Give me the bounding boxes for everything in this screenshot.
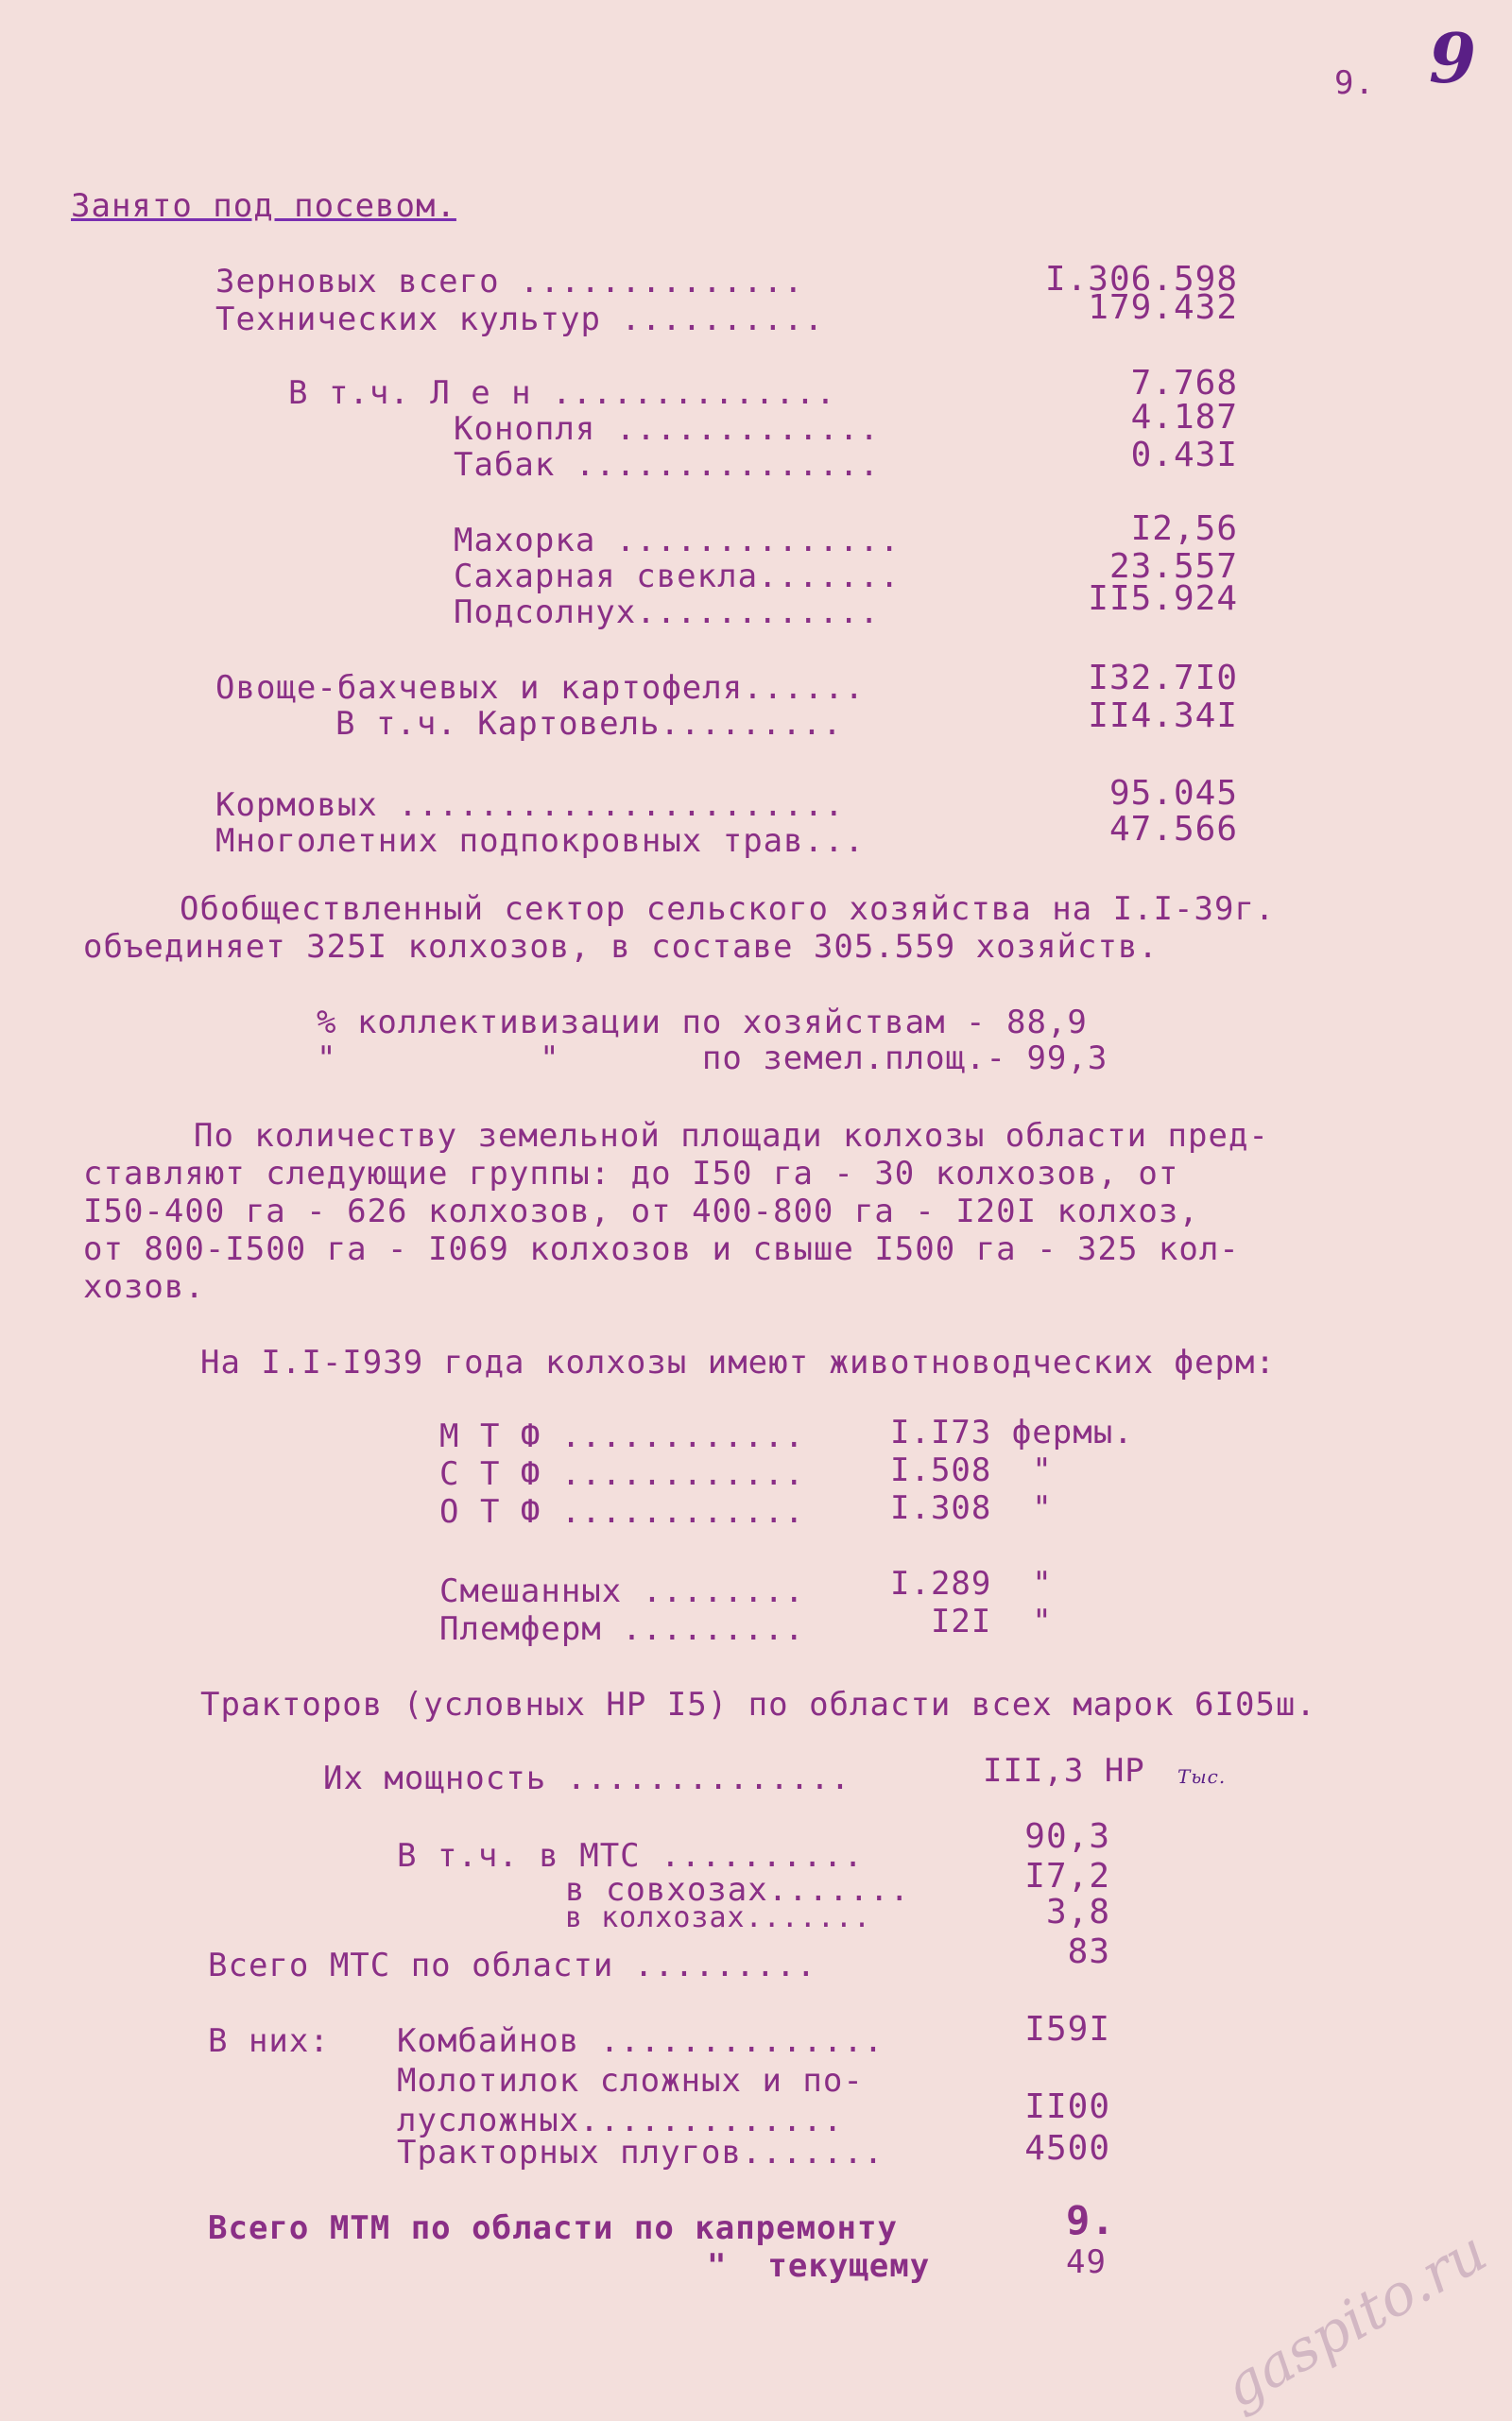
threshers-value: II00	[1024, 2087, 1110, 2126]
kolkhoz-value: 3,8	[1045, 1893, 1110, 1932]
sunflower-label: Подсолнух............	[454, 593, 880, 631]
makhorka-label: Махорка ..............	[454, 522, 901, 559]
mtm-value-2: 49	[1066, 2243, 1107, 2281]
tractors-intro: Тракторов (условных HP I5) по области всех марок 6I05ш.	[200, 1686, 1316, 1724]
grain-label: Зерновых всего ..............	[215, 263, 804, 300]
mtm-label-2: " текущему	[707, 2247, 931, 2285]
potato-label: В т.ч. Картовель.........	[335, 705, 843, 743]
groups-line-2: ставляют следующие группы: до I50 га - 30 колхозов, от	[83, 1155, 1179, 1193]
otf-label: О Т Ф ............	[439, 1493, 805, 1531]
perennial-value: 47.566	[1108, 810, 1238, 849]
handwritten-page-number: 9	[1429, 18, 1478, 98]
combines-value: I59I	[1024, 2010, 1110, 2049]
plemferm-value: I2I "	[890, 1603, 1053, 1640]
power-value: III,3 HP	[983, 1752, 1145, 1790]
perennial-label: Многолетних подпокровных трав...	[215, 822, 866, 860]
grain-value: I.306.598	[1044, 260, 1238, 299]
sector-line-1: Обобществленный сектор сельского хозяйства на I.I-39г.	[180, 890, 1276, 928]
fodder-value: 95.045	[1108, 774, 1238, 813]
tobacco-label: Табак ...............	[454, 446, 880, 484]
groups-line-3: I50-400 га - 626 колхозов, от 400-800 га - I20I колхоз,	[83, 1193, 1199, 1230]
groups-line-1: По количеству земельной площади колхозы области пред-	[194, 1117, 1269, 1155]
tech-value: 179.432	[1088, 288, 1238, 327]
hemp-label: Конопля .............	[454, 410, 880, 448]
section-title: Занято под посевом.	[71, 187, 456, 225]
groups-line-4: от 800-I500 га - I069 колхозов и свыше I500 га - 325 кол-	[83, 1230, 1240, 1268]
makhorka-value: I2,56	[1130, 509, 1238, 548]
farms-intro: На I.I-I939 года колхозы имеют животноводческих ферм:	[200, 1344, 1276, 1382]
power-label: Их мощность ..............	[323, 1760, 851, 1797]
flax-label: В т.ч. Л е н ..............	[288, 374, 836, 412]
total-mts-value: 83	[1067, 1932, 1110, 1971]
threshers-label-1: Молотилок сложных и по-	[397, 2062, 864, 2100]
sector-line-2: объединяет 325I колхозов, в составе 305.559 хозяйств.	[83, 928, 1159, 966]
stf-label: С Т Ф ............	[439, 1455, 805, 1493]
mts-value: 90,3	[1024, 1817, 1110, 1856]
mtf-label: М Т Ф ............	[439, 1417, 805, 1455]
tobacco-value: 0.43I	[1130, 436, 1238, 474]
mixed-label: Смешанных ........	[439, 1572, 805, 1610]
otf-value: I.308 "	[890, 1489, 1053, 1527]
sovkhoz-label: в совхозах.......	[565, 1871, 910, 1909]
mtm-value-1: 9.	[1066, 2197, 1116, 2243]
fodder-label: Кормовых ......................	[215, 786, 845, 824]
sunflower-value: II5.924	[1088, 579, 1238, 618]
power-unit: Тыс.	[1177, 1765, 1227, 1788]
mtf-value: I.I73 фермы.	[890, 1414, 1134, 1451]
ploughs-value: 4500	[1024, 2129, 1110, 2168]
vegetables-label: Овоще-бахчевых и картофеля......	[215, 669, 866, 707]
plemferm-label: Племферм .........	[439, 1610, 805, 1648]
potato-value: II4.34I	[1088, 696, 1238, 735]
stf-value: I.508 "	[890, 1451, 1053, 1489]
mtm-label-1: Всего МТМ по области по капремонту	[208, 2209, 898, 2247]
watermark: gaspito.ru	[1212, 2218, 1499, 2421]
sovkhoz-value: I7,2	[1024, 1857, 1110, 1896]
kolkhoz-label: в колхозах.......	[565, 1901, 872, 1934]
in-them-label: В них:	[208, 2022, 330, 2060]
mts-label: В т.ч. в МТС ..........	[397, 1837, 864, 1875]
ploughs-label: Тракторных плугов.......	[397, 2134, 885, 2172]
groups-line-5: хозов.	[83, 1268, 205, 1306]
total-mts-label: Всего МТС по области .........	[208, 1947, 817, 1984]
vegetables-value: I32.7I0	[1088, 659, 1238, 697]
threshers-label-2: лусложных.............	[397, 2102, 844, 2139]
hemp-value: 4.187	[1130, 398, 1238, 437]
collectivization-line-1: % коллективизации по хозяйствам - 88,9	[317, 1004, 1088, 1041]
mixed-value: I.289 "	[890, 1565, 1053, 1603]
page-number: 9.	[1334, 64, 1375, 102]
flax-value: 7.768	[1130, 364, 1238, 403]
collectivization-line-2: " " по земел.площ.- 99,3	[317, 1039, 1108, 1077]
sugar-beet-label: Сахарная свекла.......	[454, 558, 901, 595]
sugar-beet-value: 23.557	[1108, 547, 1238, 586]
combines-label: Комбайнов ..............	[397, 2022, 885, 2060]
tech-label: Технических культур ..........	[215, 300, 825, 338]
